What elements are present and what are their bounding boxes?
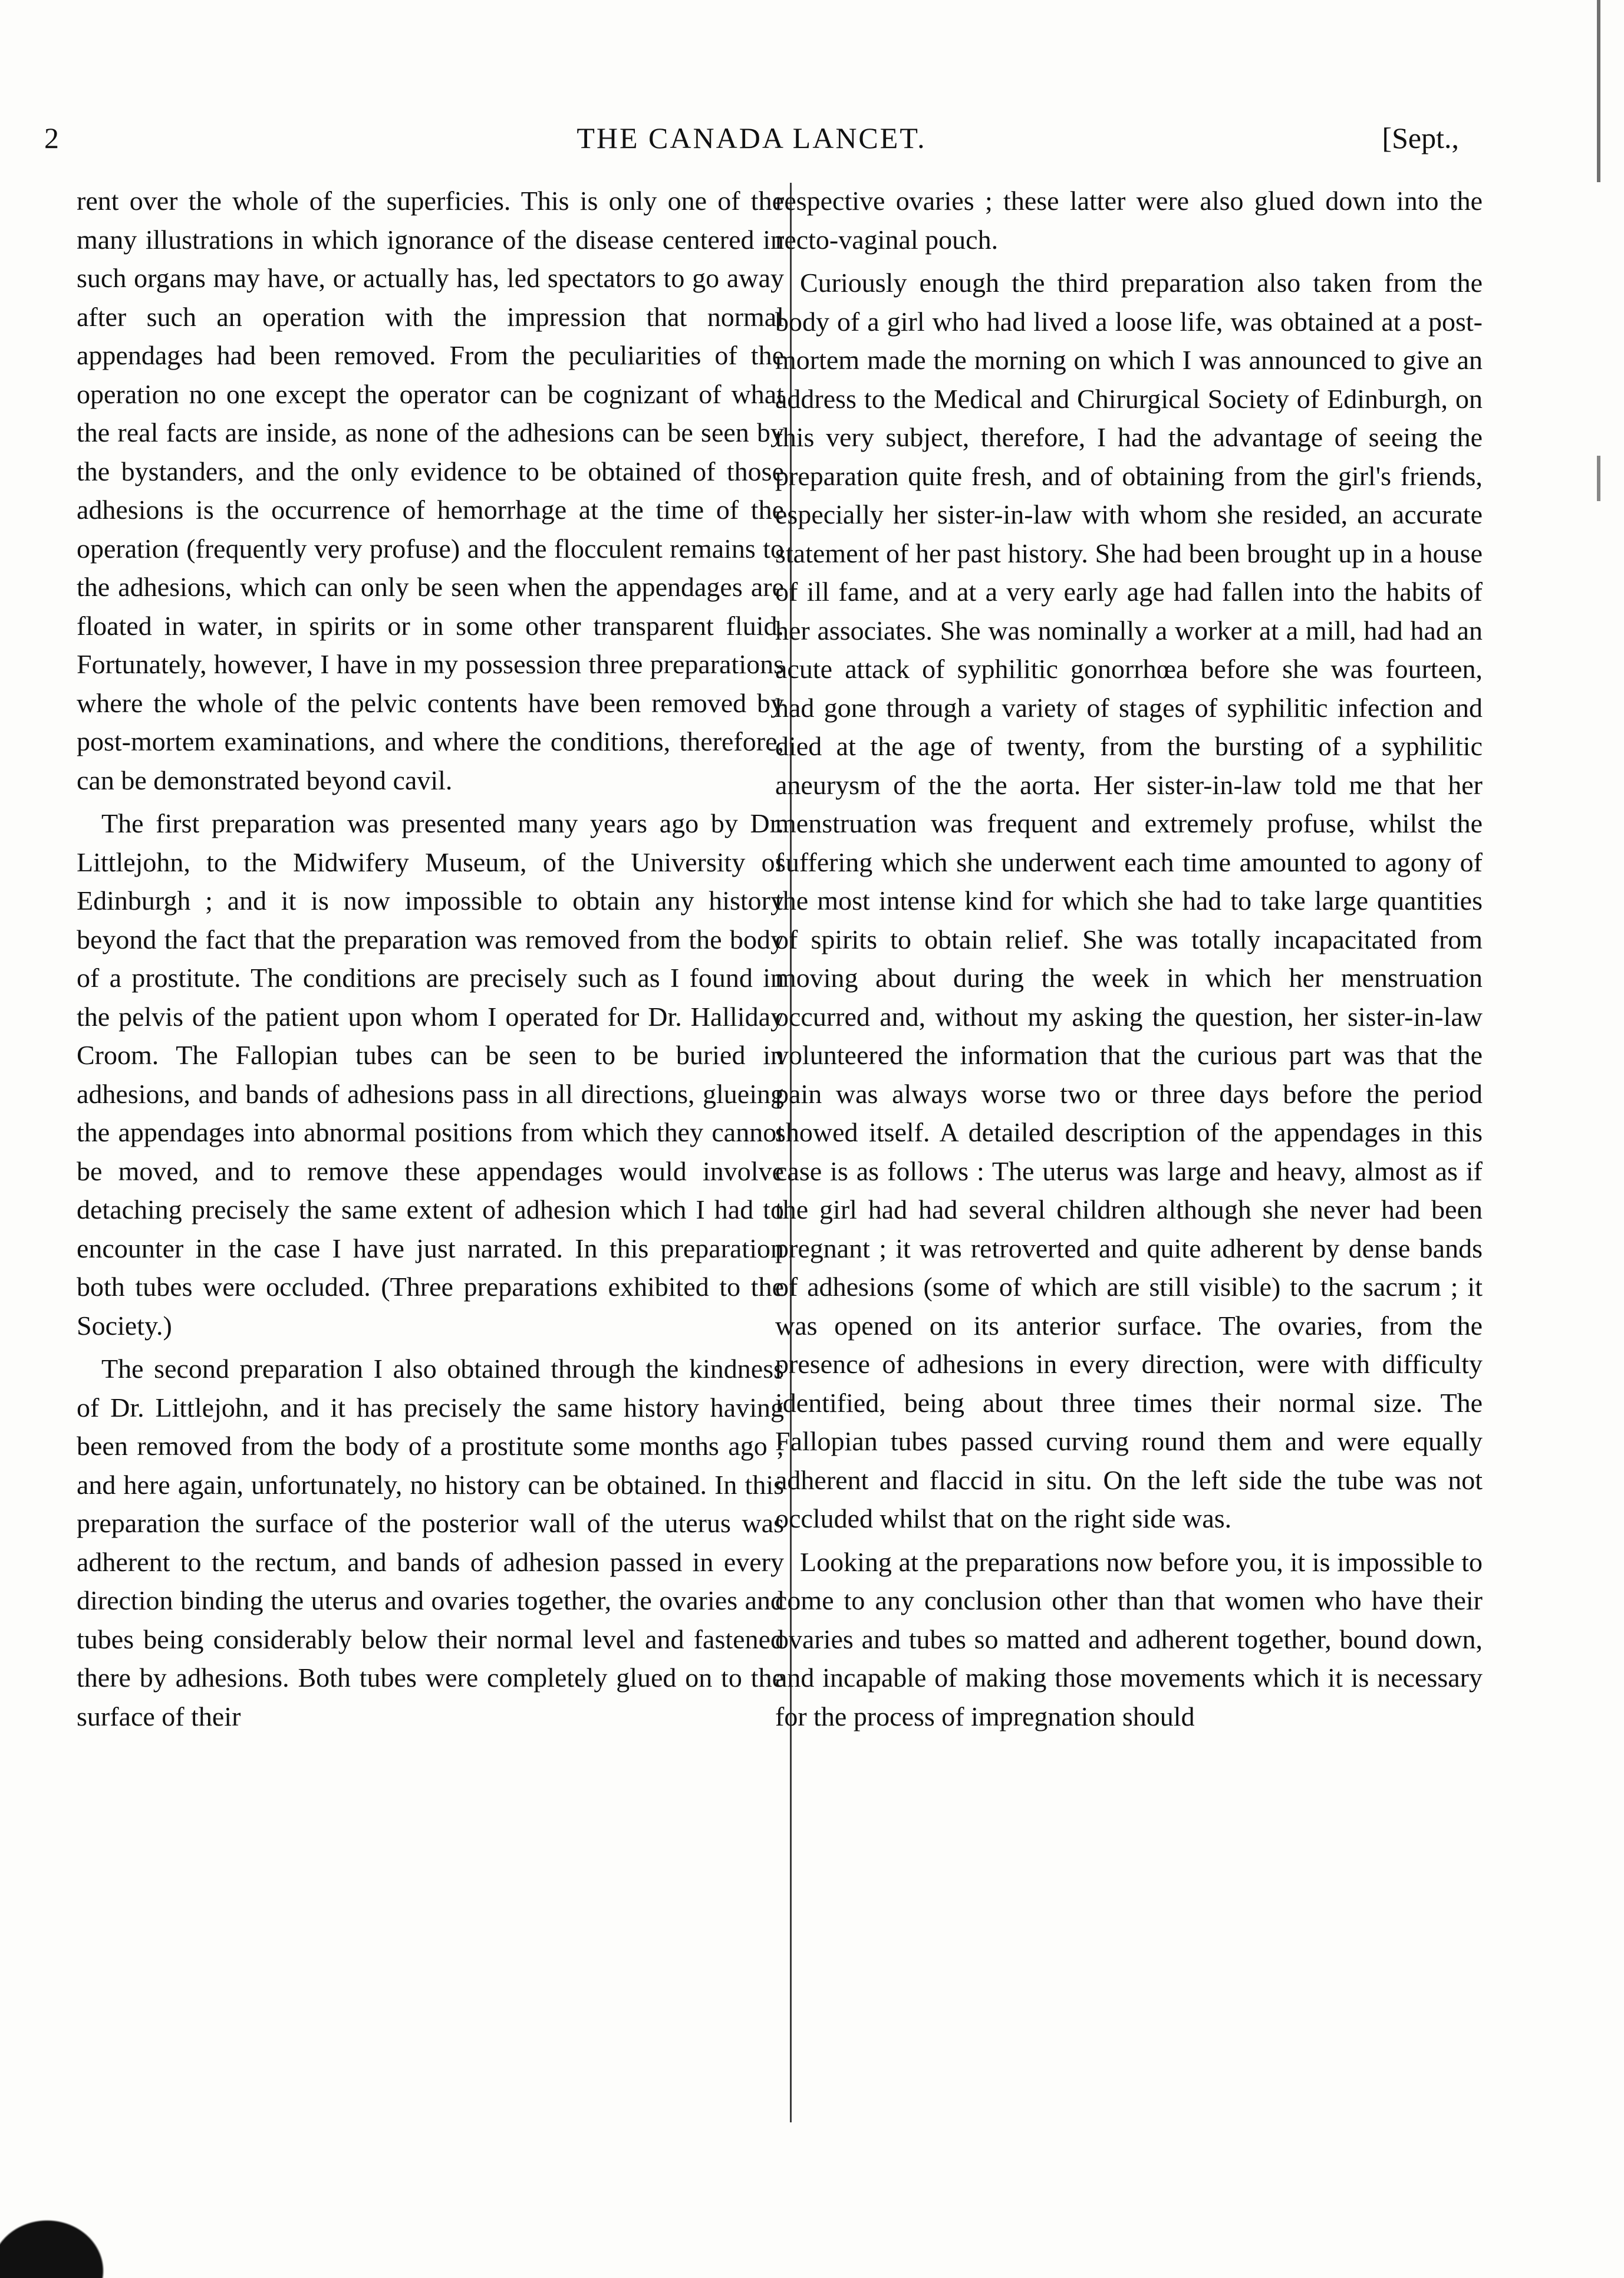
page-edge-shadow <box>1597 0 1600 2278</box>
left-paragraph-3: The second preparation I also obtained through the kindness of Dr. Littlejohn, and it has precisely the same history having been removed from the body of a prostitute some months ago ; and here again, unfortunately, no history can be obtained. In this preparation the surface of the posterior wall of the uterus was adherent to the rectum, and bands of adhesion passed in every direction binding the uterus and ovaries together, the ovaries and tubes being considerably below their normal level and fastened there by adhesions. Both tubes were completely glued on to the surface of their <box>77 1354 784 1731</box>
right-paragraph-1: respective ovaries ; these latter were also glued down into the recto-vaginal pouch. <box>775 186 1483 255</box>
right-paragraph-2: Curiously enough the third preparation also taken from the body of a girl who had lived a loose life, was obtained at a post-mortem made the morning on which I was announced to give an address to the Medical and Chirurgical Society of Edinburgh, on this very subject, therefore, I had the advantage of seeing the preparation quite fresh, and of obtaining from the girl's friends, especially her sister-in-law with whom she resided, an accurate statement of her past history. She had been brought up in a house of ill fame, and at a very early age had fallen into the habits of her associates. She was nominally a worker at a mill, had had an acute attack of syphilitic gonorrhœa before she was fourteen, had gone through a variety of stages of syphilitic infection and died at the age of twenty, from the bursting of a syphilitic aneurysm of the the aorta. Her sister-in-law told me that her menstruation was frequent and extremely profuse, whilst the suffering which she underwent each time amounted to agony of the most intense kind for which she had to take large quantities of spirits to obtain relief. She was totally incapacitated from moving about during the week in which her menstruation occurred and, without my asking the question, her sister-in-law volunteered the information that the curious part was that the pain was always worse two or three days before the period showed itself. A detailed description of the appendages in this case is as follows : The uterus was large and heavy, almost as if the girl had had several children although she never had been pregnant ; it was retroverted and quite adherent by dense bands of adhesions (some of which are still visible) to the sacrum ; it was opened on its anterior surface. The ovaries, from the presence of adhesions in every direction, were with difficulty identified, being about three times their normal size. The Fallopian tubes passed curving round them and were equally adherent and flaccid in situ. On the left side the tube was not occluded whilst that on the right side was. <box>775 268 1483 1533</box>
left-paragraph-2: The first preparation was presented many years ago by Dr. Littlejohn, to the Midwifery Museum, of the University of Edinburgh ; and it is now impossible to obtain any history beyond the fact that the preparation was removed from the body of a prostitute. The conditions are precisely such as I found in the pelvis of the patient upon whom I operated for Dr. Halliday Croom. The Fallopian tubes can be seen to be buried in adhesions, and bands of adhesions pass in all directions, glueing the appendages into abnormal positions from which they cannot be moved, and to remove these appendages would involve detaching precisely the same extent of adhesion which I had to encounter in the case I have just narrated. In this preparation both tubes were occluded. (Three preparations exhibited to the Society.) <box>77 808 784 1341</box>
ink-blot <box>0 2207 118 2278</box>
running-header <box>44 121 1459 168</box>
journal-title: THE CANADA LANCET. <box>577 121 927 154</box>
left-column <box>77 182 784 2121</box>
left-paragraph-1: rent over the whole of the superficies. This is only one of the many illustrations in which ignorance of the disease centered in such organs may have, or actually has, led spectators to go away after such an operation with the impression that normal appendages had been removed. From the peculiarities of the operation no one except the operator can be cognizant of what the real facts are inside, as none of the adhesions can be seen by the bystanders, and the only evidence to be obtained of those adhesions is the occurrence of hemorrhage at the time of the operation (frequently very profuse) and the flocculent remains to the adhesions, which can only be seen when the appendages are floated in water, in spirits or in some other transparent fluid. Fortunately, however, I have in my possession three preparations where the whole of the pelvic contents have been removed by post-mortem examinations, and where the conditions, therefore, can be demonstrated beyond cavil. <box>77 186 784 795</box>
right-column <box>775 182 1483 2121</box>
issue-month: [Sept., <box>1382 121 1459 154</box>
page-number: 2 <box>44 121 59 154</box>
right-paragraph-3: Looking at the preparations now before you, it is impossible to come to any conclusion other than that women who have their ovaries and tubes so matted and adherent together, bound down, and incapable of making those movements which it is necessary for the process of impregnation should <box>775 1546 1483 1731</box>
